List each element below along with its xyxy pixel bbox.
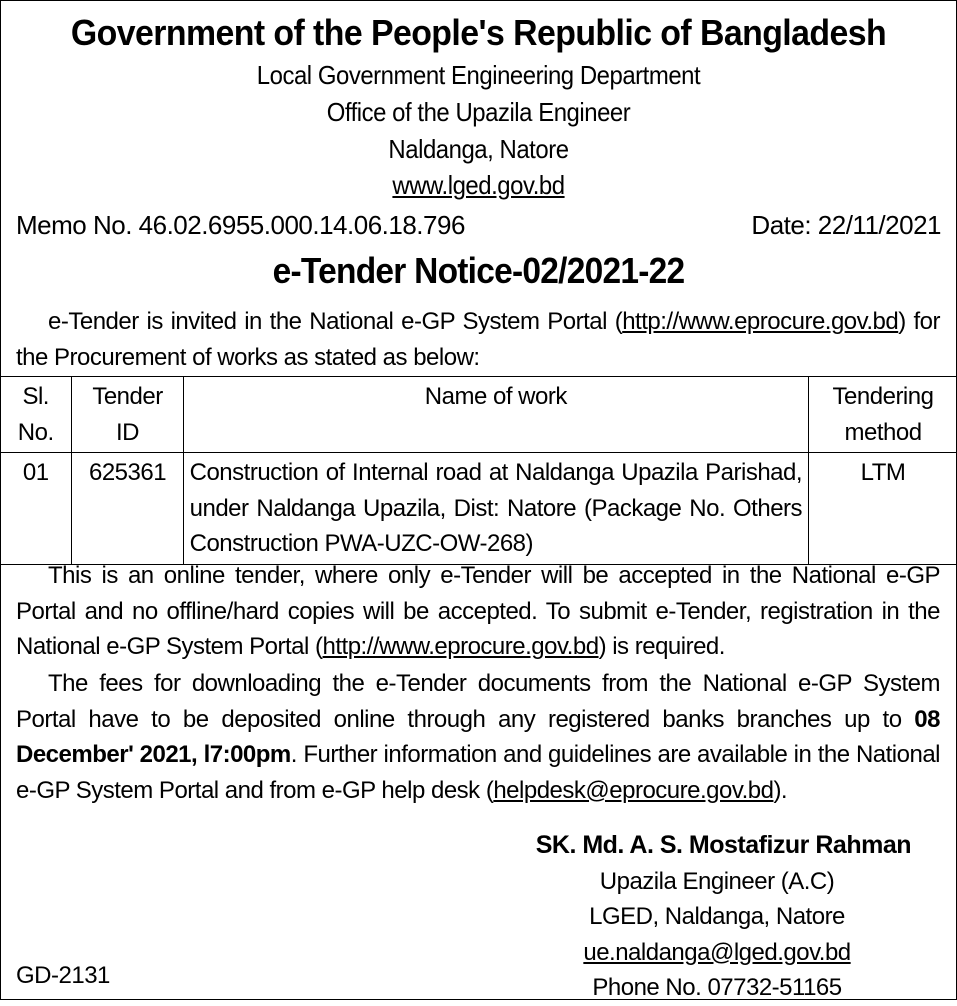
- signatory-phone: Phone No. 07732-51165: [592, 974, 842, 1001]
- deadline-text: 08 December' 2021, l7:00pm: [16, 705, 940, 768]
- table-row: [0, 453, 957, 565]
- online-tender-paragraph: [16, 558, 940, 665]
- header-tender-id: Tender ID: [72, 377, 183, 453]
- row-name-of-work: Construction of Internal road at Naldanga Upazila Parishad, under Naldanga Upazila, Dist: Natore (Package No. Others Construction PWA-UZC-OW-268): [183, 453, 808, 565]
- header-tendering-method: Tendering method: [809, 377, 957, 453]
- eprocure-link-2[interactable]: http://www.eprocure.gov.bd: [322, 633, 599, 660]
- office-name: Office of the Upazila Engineer: [326, 97, 631, 127]
- fees-text-middle: . Further information and guidelines are available in the National e-GP System Portal and from e-GP help desk (: [16, 741, 940, 804]
- fees-paragraph: [16, 666, 940, 808]
- signatory-name: SK. Md. A. S. Mostafizur Rahman: [535, 831, 911, 859]
- signature-block: [527, 828, 911, 1006]
- website-link[interactable]: www.lged.gov.bd: [392, 170, 565, 200]
- row-sl: 01: [0, 453, 72, 565]
- memo-row: [16, 210, 941, 241]
- signatory-office: LGED, Naldanga, Natore: [589, 903, 845, 930]
- row-tender-id: 625361: [72, 453, 183, 565]
- notice-title: e-Tender Notice-02/2021-22: [272, 250, 685, 291]
- helpdesk-email-link[interactable]: helpdesk@eprocure.gov.bd: [493, 776, 774, 804]
- department-name: Local Government Engineering Department: [256, 60, 701, 90]
- government-heading: Government of the People's Republic of Bangladesh: [70, 12, 887, 53]
- header-sl: Sl. No.: [0, 377, 72, 453]
- gd-number: GD-2131: [16, 962, 110, 989]
- fees-text: The fees for downloading the e-Tender documents from the National e-GP System Portal have to be deposited online through any registered banks branches up to: [16, 670, 940, 733]
- row-tendering-method: LTM: [809, 453, 957, 565]
- header-name-of-work: Name of work: [183, 377, 808, 453]
- office-location: Naldanga, Natore: [388, 134, 569, 164]
- intro-text-end: ) for the Procurement of works as stated as below:: [16, 308, 940, 371]
- table-header-row: [0, 377, 957, 453]
- signatory-title: Upazila Engineer (A.C): [599, 867, 835, 895]
- eprocure-link[interactable]: http://www.eprocure.gov.bd: [622, 308, 899, 335]
- memo-date: Date: 22/11/2021: [751, 210, 941, 240]
- intro-paragraph: [16, 304, 940, 375]
- online-tender-text: This is an online tender, where only e-Tender will be accepted in the National e-GP Portal and no offline/hard copies will be accepted. To submit e-Tender, registration in the National e-GP System Portal (: [16, 562, 940, 660]
- memo-number: Memo No. 46.02.6955.000.14.06.18.796: [16, 210, 465, 240]
- website-row: [38, 170, 918, 201]
- works-table: [0, 376, 957, 565]
- signatory-email-link[interactable]: ue.naldanga@lged.gov.bd: [583, 938, 851, 966]
- fees-text-end: ).: [773, 776, 788, 804]
- intro-text: e-Tender is invited in the National e-GP System Portal (: [48, 308, 623, 335]
- online-tender-text-end: ) is required.: [598, 633, 725, 660]
